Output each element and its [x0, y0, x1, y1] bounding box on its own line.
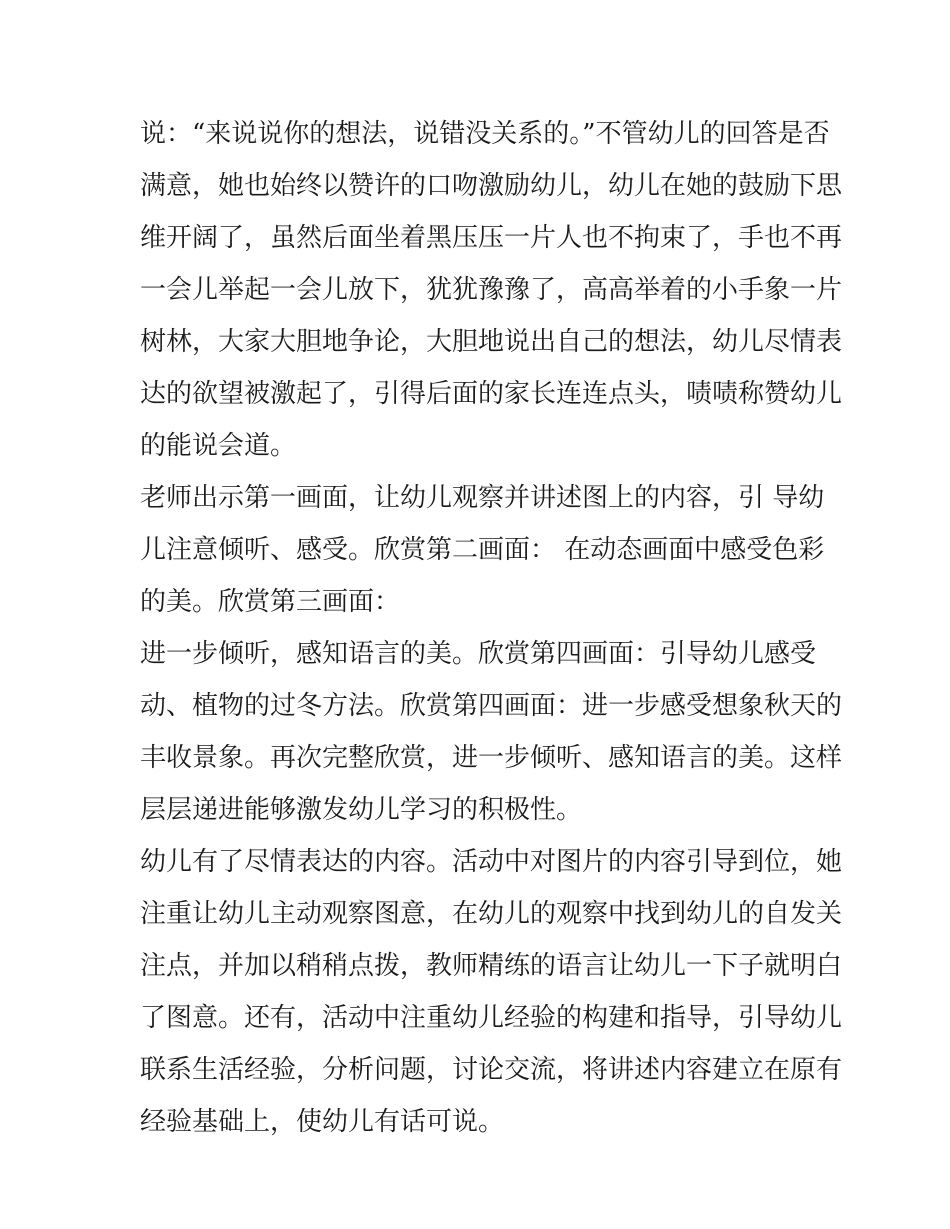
text-line: 儿注意倾听、感受。欣赏第二画面： 在动态画面中感受色彩	[140, 535, 825, 565]
text-line: 经验基础上，使幼儿有话可说。	[140, 1107, 505, 1137]
text-line: 满意，她也始终以赞许的口吻激励幼儿，幼儿在她的鼓励下思	[140, 171, 843, 201]
text-line: 幼儿有了尽情表达的内容。活动中对图片的内容引导到位，她	[140, 847, 843, 877]
text-line: 维开阔了，虽然后面坐着黑压压一片人也不拘束了，手也不再	[140, 223, 843, 253]
body-text	[140, 108, 843, 1148]
text-line: 一会儿举起一会儿放下，犹犹豫豫了，高高举着的小手象一片	[140, 275, 843, 305]
text-line: 说：“来说说你的想法，说错没关系的。”不管幼儿的回答是否	[140, 119, 830, 149]
text-line: 进一步倾听，感知语言的美。欣赏第四画面：引导幼儿感受	[140, 639, 817, 669]
text-line: 的能说会道。	[140, 431, 297, 461]
text-line: 动、植物的过冬方法。欣赏第四画面：进一步感受想象秋天的	[140, 691, 843, 721]
text-line: 联系生活经验，分析问题，讨论交流，将讲述内容建立在原有	[140, 1055, 843, 1085]
text-line: 老师出示第一画面，让幼儿观察并讲述图上的内容，引 导幼	[140, 483, 825, 513]
text-line: 了图意。还有，活动中注重幼儿经验的构建和指导，引导幼儿	[140, 1003, 843, 1033]
text-line: 树林，大家大胆地争论，大胆地说出自己的想法，幼儿尽情表	[140, 327, 843, 357]
text-line: 的美。欣赏第三画面：	[140, 587, 401, 617]
text-line: 丰收景象。再次完整欣赏，进一步倾听、感知语言的美。这样	[140, 743, 843, 773]
text-line: 层层递进能够激发幼儿学习的积极性。	[140, 795, 583, 825]
text-line: 注重让幼儿主动观察图意，在幼儿的观察中找到幼儿的自发关	[140, 899, 843, 929]
text-line: 达的欲望被激起了，引得后面的家长连连点头，啧啧称赞幼儿	[140, 379, 843, 409]
text-line: 注点，并加以稍稍点拨，教师精练的语言让幼儿一下子就明白	[140, 951, 843, 981]
